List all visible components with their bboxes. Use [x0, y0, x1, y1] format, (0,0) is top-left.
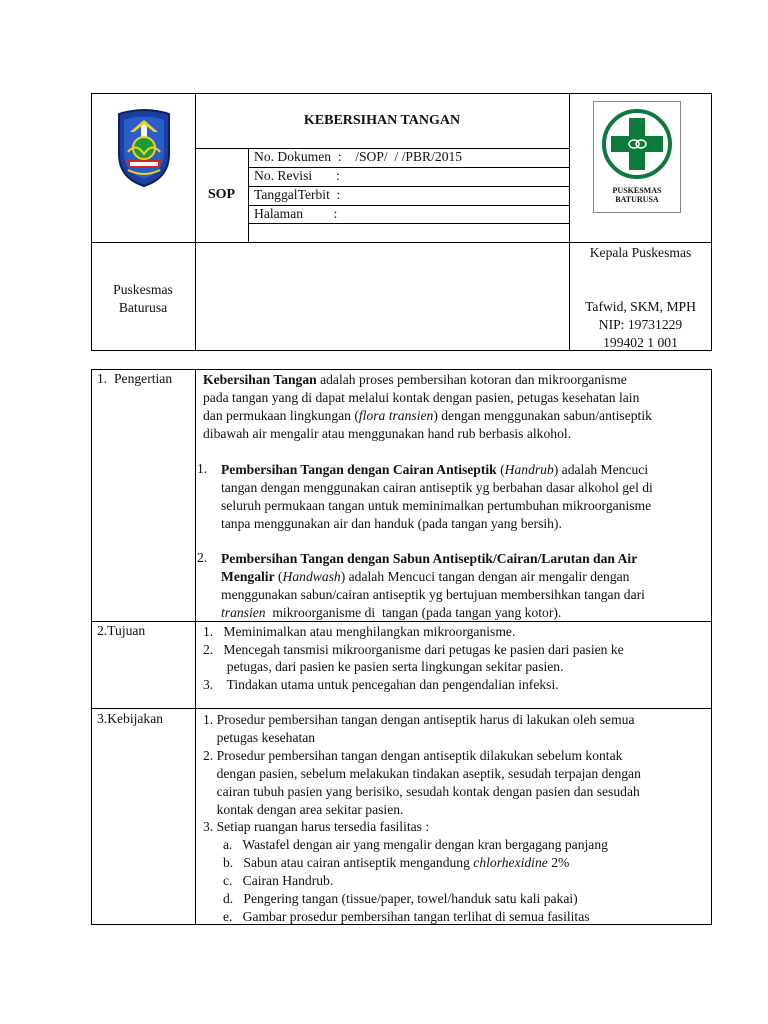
pengertian-item-1 [221, 461, 708, 533]
kebijakan-line: petugas kesehatan [203, 729, 316, 745]
tujuan-item-2: 2. Mencegah tansmisi mikroorganisme dari petugas ke pasien dari pasien ke [203, 641, 624, 657]
facility-name: Puskesmas Baturusa [113, 282, 173, 315]
tujuan-list [203, 623, 708, 693]
intro-text-2: pada tangan yang di dapat melalui kontak dengan pasien, petugas kesehatan lain [203, 390, 640, 405]
item1-text-3: seluruh permukaan tangan untuk meminimalkan pertumbuhan mikroorganisme [221, 498, 652, 513]
intro-text-4: dibawah air mengalir atau menggunakan hand rub berbasis alkohol. [203, 426, 572, 441]
pengertian-item-2 [221, 550, 708, 622]
section-label-tujuan: 2.Tujuan [97, 623, 146, 638]
item1-handrub: Handrub [504, 462, 554, 477]
section-label-pengertian: 1. Pengertian [97, 371, 173, 386]
chlorhexidine-pct: 2% [547, 855, 570, 871]
tujuan-item-2-cont: petugas, dari pasien ke pasien serta lingkungan sekitar pasien. [203, 659, 564, 674]
intro-term: Kebersihan Tangan [203, 372, 317, 387]
intro-text-3a: dan permukaan lingkungan ( [203, 408, 359, 423]
content-divider [195, 369, 196, 925]
kebijakan-list [203, 711, 708, 926]
shield-emblem-icon [114, 108, 174, 188]
puskesmas-logo [593, 101, 681, 213]
kebijakan-line: kontak dengan area sekitar pasien. [203, 801, 404, 817]
kebijakan-line: cairan tubuh pasien yang berisiko, sesudah kontak dengan pasien dan sesudah [203, 783, 640, 799]
sop-label: SOP [207, 187, 236, 202]
intro-flora: flora transien [358, 408, 434, 423]
head-nip-2: 199402 1 001 [603, 335, 678, 350]
fasilitas-d: d. Pengering tangan (tissue/paper, towel/handuk satu kali pakai) [223, 891, 578, 907]
intro-text-3b: ) dengan menggunakan sabun/antiseptik [433, 408, 652, 423]
head-nip-1: NIP: 19731229 [598, 317, 683, 332]
fasilitas-b: b. Sabun atau cairan antiseptik mengandung [223, 855, 474, 871]
section-label-kebijakan: 3.Kebijakan [97, 711, 164, 726]
fasilitas-e: e. Gambar prosedur pembersihan tangan terlihat di semua fasilitas [223, 908, 590, 924]
item2-text-3: menggunakan sabun/cairan antiseptik yg bertujuan membersihkan tangan dari [221, 587, 645, 602]
item2-number: 2. [197, 550, 208, 565]
tujuan-item-1: 1. Meminimalkan atau menghilangkan mikroorganisme. [203, 624, 516, 639]
issue-date-field: TanggalTerbit : [254, 187, 341, 202]
item1-text-1: ) adalah Mencuci [553, 462, 649, 477]
pengertian-intro [203, 371, 708, 443]
item2-text-4: mikroorganisme di tangan (pada tangan yang kotor). [265, 605, 562, 620]
item2-paren: ( [274, 569, 283, 584]
item2-text-1: ) adalah Mencuci tangan dengan air mengalir dengan [340, 569, 630, 584]
content-divider [91, 708, 712, 709]
kebijakan-line: 1. Prosedur pembersihan tangan dengan antiseptik harus di lakukan oleh semua [203, 712, 635, 727]
health-cross-icon [594, 102, 680, 188]
revision-field: No. Revisi : [254, 168, 340, 183]
kebijakan-line: 2. Prosedur pembersihan tangan dengan antiseptik dilakukan sebelum kontak [203, 747, 623, 763]
item1-text-4: tanpa menggunakan air dan handuk (pada tangan yang bersih). [221, 516, 562, 531]
item1-number: 1. [197, 461, 208, 476]
item1-text-2: tangan dengan menggunakan cairan antiseptik yg berbahan dasar alkohol gel di [221, 480, 653, 495]
header-divider [91, 242, 712, 243]
header-divider [248, 148, 249, 242]
tujuan-item-3: 3. Tindakan utama untuk pencegahan dan pengendalian infeksi. [203, 676, 559, 692]
page-field: Halaman : [254, 206, 338, 221]
item1-paren: ( [496, 462, 505, 477]
item2-transien: transien [221, 605, 266, 620]
fasilitas-c: c. Cairan Handrub. [223, 873, 334, 889]
item2-title-1: Pembersihan Tangan dengan Sabun Antiseptik/Cairan/Larutan dan Air [221, 551, 638, 566]
chlorhexidine-term: chlorhexidine [473, 855, 548, 871]
fasilitas-a: a. Wastafel dengan air yang mengalir dengan kran bergagang panjang [223, 837, 608, 853]
logo-caption: PUSKESMAS BATURUSA [612, 186, 662, 204]
item2-handwash: Handwash [282, 569, 341, 584]
document-title: KEBERSIHAN TANGAN [303, 113, 461, 128]
head-name: Tafwid, SKM, MPH [585, 299, 696, 314]
item2-title-2: Mengalir [221, 569, 275, 584]
kebijakan-line: 3. Setiap ruangan harus tersedia fasilitas : [203, 819, 430, 835]
header-divider [195, 93, 196, 351]
regional-logo [114, 108, 174, 188]
doc-number-field: No. Dokumen : /SOP/ / /PBR/2015 [254, 149, 463, 164]
intro-text-1: adalah proses pembersihan kotoran dan mikroorganisme [316, 372, 627, 387]
item1-title: Pembersihan Tangan dengan Cairan Antiseptik [221, 462, 497, 477]
kebijakan-line: dengan pasien, sebelum melakukan tindakan aseptik, sesudah terpajan dengan [203, 765, 641, 781]
head-title: Kepala Puskesmas [589, 245, 692, 260]
header-divider [248, 223, 569, 224]
